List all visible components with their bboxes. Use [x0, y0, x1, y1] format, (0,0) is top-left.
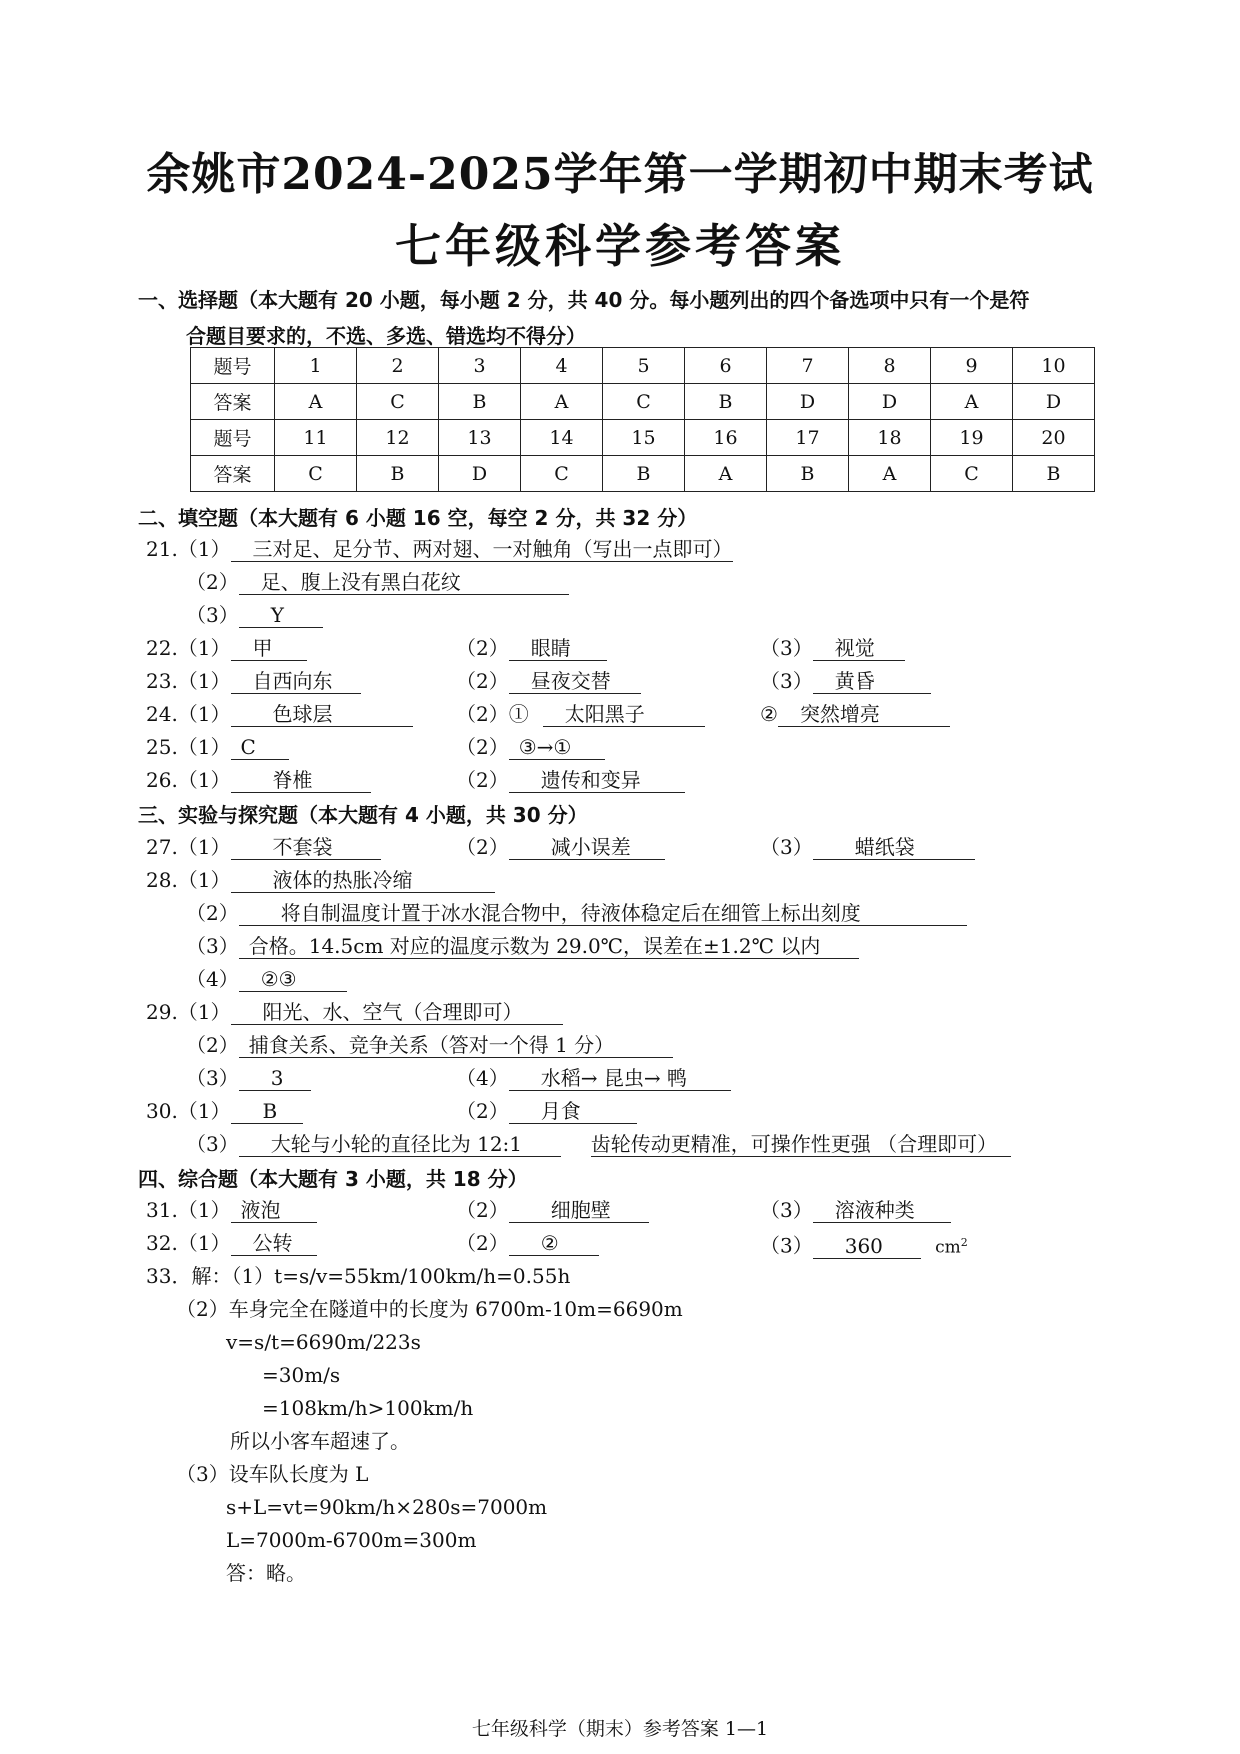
part-number: （3） [760, 1233, 813, 1258]
table-cell: A [275, 384, 357, 420]
part-number: （2）① [456, 702, 529, 726]
q26-part2 [456, 767, 685, 793]
q28-part1 [146, 867, 495, 893]
table-cell: 14 [521, 420, 603, 456]
answer-note: （写出一点即可） [572, 537, 733, 561]
q32-part3 [760, 1230, 968, 1261]
table-cell: B [1013, 456, 1095, 492]
q33-line2: （2）车身完全在隧道中的长度为 6700m-10m=6690m [176, 1297, 683, 1321]
q33-line1: 33．解：（1）t=s/v=55km/100km/h=0.55h [146, 1264, 571, 1288]
answer-blank: Y [239, 603, 323, 628]
question-number: 30.（1） [146, 1099, 231, 1123]
answer-text: 三对足、足分节、两对翅、一对触角 [252, 537, 573, 561]
answer-blank: 齿轮传动更精准，可操作性更强 （合理即可） [591, 1132, 1011, 1157]
q33-line7: （3）设车队长度为 L [176, 1462, 369, 1486]
table-row [191, 420, 1095, 456]
q29-part2 [186, 1032, 673, 1058]
section1-heading-cont: 合题目要求的，不选、多选、错选均不得分） [186, 324, 586, 348]
q23-part2 [456, 668, 641, 694]
answer-blank: 将自制温度计置于冰水混合物中，待液体稳定后在细管上标出刻度 [239, 901, 967, 926]
answer-blank: 公转 [231, 1231, 317, 1256]
part-number: （2） [456, 1099, 509, 1123]
question-number: 29.（1） [146, 1000, 231, 1024]
table-cell: 13 [439, 420, 521, 456]
part-number: （4） [456, 1066, 509, 1090]
question-number: 24.（1） [146, 702, 231, 726]
part-number: （3） [186, 934, 239, 958]
answer-blank: 蜡纸袋 [813, 835, 975, 860]
table-row [191, 384, 1095, 420]
q22-part2 [456, 635, 607, 661]
table-cell: 答案 [191, 384, 275, 420]
q30-part3 [186, 1131, 1011, 1157]
table-cell: A [931, 384, 1013, 420]
answer-blank: 合格。14.5cm 对应的温度示数为 29.0℃，误差在±1.2℃ 以内 [239, 934, 859, 959]
q24-part1 [146, 701, 413, 727]
section1-heading: 一、选择题（本大题有 20 小题，每小题 2 分，共 40 分。每小题列出的四个备选项中只有一个是符 [138, 288, 1030, 312]
table-cell: 12 [357, 420, 439, 456]
q29-part1 [146, 999, 563, 1025]
q28-part3 [186, 933, 859, 959]
q21-part3 [186, 602, 323, 628]
q27-part3 [760, 834, 975, 860]
table-cell: 3 [439, 348, 521, 384]
unit-text: cm [935, 1237, 961, 1258]
answer-blank: 眼睛 [509, 636, 607, 661]
question-number: 27.（1） [146, 835, 231, 859]
q33-line8: s+L=vt=90km/h×280s=7000m [226, 1495, 548, 1519]
table-cell: 题号 [191, 420, 275, 456]
q32-part2 [456, 1230, 599, 1256]
table-cell: 10 [1013, 348, 1095, 384]
q23-part3 [760, 668, 931, 694]
q30-part2 [456, 1098, 637, 1124]
answer-blank: 太阳黑子 [543, 702, 705, 727]
section3-heading: 三、实验与探究题（本大题有 4 小题，共 30 分） [138, 803, 588, 827]
answer-blank: 液体的热胀冷缩 [231, 868, 495, 893]
q21-part1 [146, 536, 733, 562]
answer-blank: 足、腹上没有黑白花纹 [239, 570, 569, 595]
answer-blank: 色球层 [231, 702, 413, 727]
table-cell: 11 [275, 420, 357, 456]
table-cell: 1 [275, 348, 357, 384]
q28-part2 [186, 900, 967, 926]
part-number: （2） [456, 1198, 509, 1222]
answer-blank: 月食 [509, 1099, 637, 1124]
exam-title: 余姚市2024-2025学年第一学期初中期末考试 [146, 149, 1094, 200]
answer-blank: C [231, 735, 289, 760]
table-cell: 15 [603, 420, 685, 456]
q21-part2 [186, 569, 569, 595]
q29-part4 [456, 1065, 731, 1091]
q30-part1 [146, 1098, 303, 1124]
table-cell: A [521, 384, 603, 420]
q25-part1 [146, 734, 289, 760]
q31-part2 [456, 1197, 649, 1223]
answer-blank: 阳光、水、空气（合理即可） [231, 1000, 563, 1025]
answer-blank: ③→① [509, 735, 605, 760]
q27-part2 [456, 834, 665, 860]
answer-blank [231, 537, 733, 562]
question-number: 26.（1） [146, 768, 231, 792]
answer-blank: ② [509, 1231, 599, 1256]
part-number: （2） [456, 1231, 509, 1255]
part-number: （2） [456, 669, 509, 693]
part-number: （2） [456, 835, 509, 859]
table-cell: B [439, 384, 521, 420]
table-cell: 题号 [191, 348, 275, 384]
part-number: （3） [760, 835, 813, 859]
table-cell: 16 [685, 420, 767, 456]
answer-blank: 突然增亮 [778, 702, 950, 727]
unit-label [935, 1230, 968, 1261]
table-cell: C [357, 384, 439, 420]
q28-part4 [186, 966, 347, 992]
q24-part2 [456, 701, 705, 727]
answer-blank: 不套袋 [231, 835, 381, 860]
table-cell: 5 [603, 348, 685, 384]
table-cell: 答案 [191, 456, 275, 492]
table-row [191, 348, 1095, 384]
answer-blank: 脊椎 [231, 768, 371, 793]
q24-part3 [760, 701, 950, 727]
q33-line6: 所以小客车超速了。 [230, 1429, 410, 1453]
q33-line4: =30m/s [262, 1363, 341, 1387]
table-cell: A [849, 456, 931, 492]
part-number: （3） [186, 1066, 239, 1090]
table-cell: D [849, 384, 931, 420]
answer-blank: 大轮与小轮的直径比为 12:1 [239, 1132, 561, 1157]
table-cell: 9 [931, 348, 1013, 384]
q33-line9: L=7000m-6700m=300m [226, 1528, 477, 1552]
part-number: （3） [760, 636, 813, 660]
table-cell: 8 [849, 348, 931, 384]
q31-part3 [760, 1197, 951, 1223]
table-cell: C [521, 456, 603, 492]
part-number: （2） [186, 901, 239, 925]
q32-part1 [146, 1230, 317, 1256]
table-cell: D [439, 456, 521, 492]
part-number: （2） [186, 570, 239, 594]
section2-heading: 二、填空题（本大题有 6 小题 16 空，每空 2 分，共 32 分） [138, 506, 698, 530]
unit-superscript: 2 [960, 1236, 968, 1249]
question-number: 32.（1） [146, 1231, 231, 1255]
table-cell: B [357, 456, 439, 492]
table-cell: 7 [767, 348, 849, 384]
answer-blank: B [231, 1099, 303, 1124]
answer-blank: 黄昏 [813, 669, 931, 694]
answer-blank: 360 [813, 1234, 921, 1259]
answer-blank: 液泡 [231, 1198, 317, 1223]
question-number: 22.（1） [146, 636, 231, 660]
part-number: （2） [456, 735, 509, 759]
answer-blank: 甲 [231, 636, 307, 661]
part-number: （3） [760, 669, 813, 693]
answer-blank: ②③ [239, 967, 347, 992]
q33-line3: v=s/t=6690m/223s [226, 1330, 421, 1354]
table-cell: 18 [849, 420, 931, 456]
question-number: 28.（1） [146, 868, 231, 892]
table-cell: 2 [357, 348, 439, 384]
question-number: 21.（1） [146, 537, 231, 561]
part-number: （3） [186, 1132, 239, 1156]
answer-blank: 视觉 [813, 636, 905, 661]
table-cell: C [275, 456, 357, 492]
choice-answer-table [190, 347, 1095, 492]
page-footer: 七年级科学（期末）参考答案 1—1 [471, 1718, 769, 1740]
q26-part1 [146, 767, 371, 793]
part-number: （4） [186, 967, 239, 991]
part-number: （3） [760, 1198, 813, 1222]
answer-blank: 遗传和变异 [509, 768, 685, 793]
answer-blank: 捕食关系、竞争关系（答对一个得 1 分） [239, 1033, 673, 1058]
q33-line10: 答：略。 [226, 1561, 306, 1585]
section4-heading: 四、综合题（本大题有 3 小题，共 18 分） [138, 1167, 528, 1191]
table-cell: B [685, 384, 767, 420]
answer-blank: 水稻→ 昆虫→ 鸭 [509, 1066, 731, 1091]
table-cell: 20 [1013, 420, 1095, 456]
q27-part1 [146, 834, 381, 860]
table-cell: B [603, 456, 685, 492]
answer-blank: 昼夜交替 [509, 669, 641, 694]
table-cell: D [1013, 384, 1095, 420]
q33-line5: =108km/h>100km/h [262, 1396, 474, 1420]
table-cell: B [767, 456, 849, 492]
question-number: 25.（1） [146, 735, 231, 759]
table-cell: A [685, 456, 767, 492]
table-cell: 19 [931, 420, 1013, 456]
table-cell: D [767, 384, 849, 420]
answer-blank: 细胞壁 [509, 1198, 649, 1223]
part-number: （2） [456, 636, 509, 660]
table-row [191, 456, 1095, 492]
table-cell: C [603, 384, 685, 420]
part-number: （3） [186, 603, 239, 627]
answer-blank: 溶液种类 [813, 1198, 951, 1223]
answer-title: 七年级科学参考答案 [395, 219, 845, 273]
q22-part1 [146, 635, 307, 661]
q23-part1 [146, 668, 361, 694]
question-number: 31.（1） [146, 1198, 231, 1222]
answer-blank: 3 [239, 1066, 311, 1091]
part-number: （2） [456, 768, 509, 792]
table-cell: C [931, 456, 1013, 492]
answer-blank: 自西向东 [231, 669, 361, 694]
table-cell: 4 [521, 348, 603, 384]
part-number: ② [760, 702, 778, 726]
part-number: （2） [186, 1033, 239, 1057]
q25-part2 [456, 734, 605, 760]
table-cell: 17 [767, 420, 849, 456]
q31-part1 [146, 1197, 317, 1223]
table-cell: 6 [685, 348, 767, 384]
q22-part3 [760, 635, 905, 661]
answer-blank: 减小误差 [509, 835, 665, 860]
question-number: 23.（1） [146, 669, 231, 693]
q29-part3 [186, 1065, 311, 1091]
